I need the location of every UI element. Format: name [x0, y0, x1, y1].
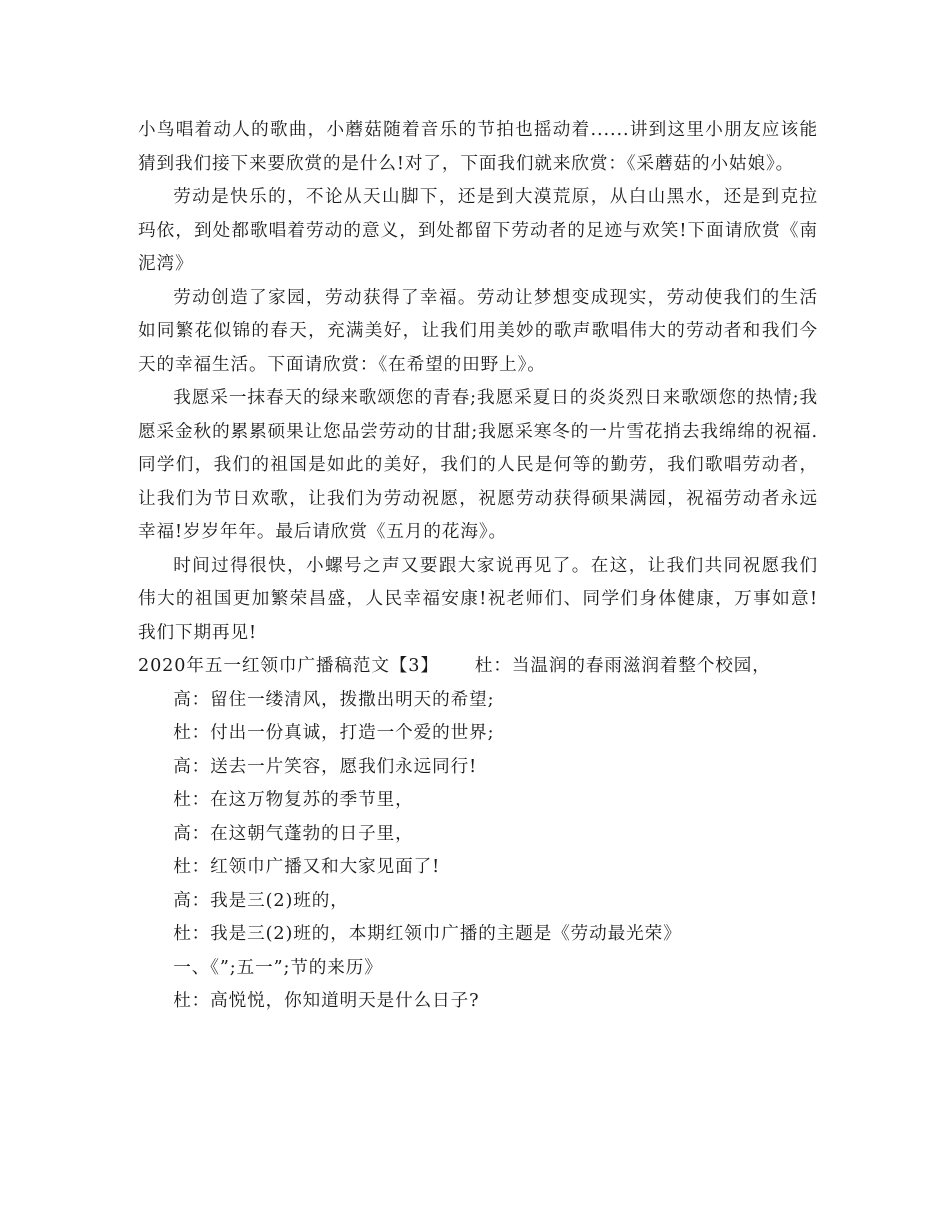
- dialog-line: 杜：付出一份真诚，打造一个爱的世界;: [173, 723, 495, 743]
- dialog-line: 杜：红领巾广播又和大家见面了!: [173, 857, 441, 877]
- paragraph-may-flowers: 我愿采一抹春天的绿来歌颂您的青春;我愿采夏日的炎炎烈日来歌颂您的热情;我愿采金秋的累累硕果让您品尝劳动的甘甜;我愿采寒冬的一片雪花捎去我绵绵的祝福.同学们，我们的祖国是如此的美好，我们的人民是何等的勤劳，我们歌唱劳动者，让我们为节日欢歌，让我们为劳动祝愿，祝愿劳动获得硕果满园，祝福劳动者永远幸福!岁岁年年。最后请欣赏《五月的花海》。: [138, 388, 818, 542]
- subsection-heading: 一、《”;五一”;节的来历》: [173, 957, 383, 978]
- dialog-line: 高：在这朝气蓬勃的日子里，: [173, 823, 414, 844]
- paragraph-intro: 小鸟唱着动人的歌曲，小蘑菇随着音乐的节拍也摇动着......讲到这里小朋友应该能猜到我们接下来要欣赏的是什么!对了，下面我们就来欣赏：《采蘑菇的小姑娘》。: [138, 120, 818, 174]
- document-page: [138, 114, 818, 1019]
- section-heading: [138, 650, 818, 684]
- paragraph-field-of-hope: 劳动创造了家园，劳动获得了幸福。劳动让梦想变成现实，劳动使我们的生活如同繁花似锦的春天，充满美好，让我们用美妙的歌声歌唱伟大的劳动者和我们今天的幸福生活。下面请欣赏：《在希望的田野上》。: [138, 287, 818, 375]
- section-title: 2020年五一红领巾广播稿范文【3】: [138, 656, 439, 676]
- paragraph-farewell: 时间过得很快，小螺号之声又要跟大家说再见了。在这，让我们共同祝愿我们伟大的祖国更加繁荣昌盛，人民幸福安康!祝老师们、同学们身体健康，万事如意!我们下期再见!: [138, 555, 818, 643]
- dialog-line: 高：我是三(2)班的，: [173, 890, 349, 911]
- dialog-line: 杜：我是三(2)班的，本期红领巾广播的主题是《劳动最光荣》: [173, 924, 682, 944]
- dialog-line: 高：留住一缕清风，拨撒出明天的希望;: [173, 689, 495, 710]
- dialog-line-opening: 杜：当温润的春雨滋润着整个校园，: [474, 656, 771, 676]
- dialog-line: 杜：高悦悦，你知道明天是什么日子?: [173, 991, 480, 1011]
- dialog-line: 杜：在这万物复苏的季节里，: [173, 790, 414, 810]
- paragraph-nanniwan: 劳动是快乐的，不论从天山脚下，还是到大漠荒原，从白山黑水，还是到克拉玛依，到处都歌唱着劳动的意义，到处都留下劳动者的足迹与欢笑!下面请欣赏《南泥湾》: [138, 187, 818, 274]
- dialog-line: 高：送去一片笑容，愿我们永远同行!: [173, 756, 478, 777]
